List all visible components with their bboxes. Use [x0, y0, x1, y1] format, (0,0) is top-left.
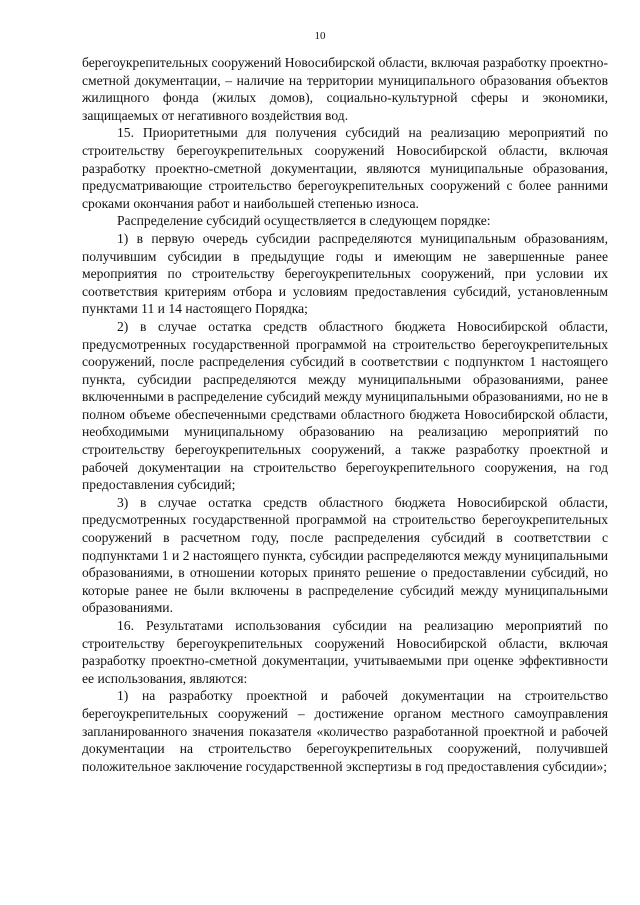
- paragraph-subitem-3: 3) в случае остатка средств областного бюджета Новосибирской области, предусмотренных государственной программой на строительство берегоукрепительных сооружений в расчетном году, после распределения субсидий в соответствии с подпунктами 1 и 2 настоящего пункта, субсидии распределяются между муниципальными образованиями, в отношении которых принято решение о предоставлении субсидий, но которые ранее не были включены в распределение субсидий между муниципальными образованиями.: [82, 494, 608, 616]
- paragraph-continuation: берегоукрепительных сооружений Новосибирской области, включая разработку проектно-сметной документации, – наличие на территории муниципального образования объектов жилищного фонда (жилых домов), социально-культурной сферы и экономики, защищаемых от негативного воздействия вод.: [82, 55, 608, 123]
- paragraph-subitem-1: 1) в первую очередь субсидии распределяются муниципальным образованиям, получившим субсидии в предыдущие годы и имеющим не завершенные ранее мероприятия по строительству берегоукрепительных сооружений, при условии их соответствия критериям отбора и условиям предоставления субсидий, установленным пунктами 11 и 14 настоящего Порядка;: [82, 230, 608, 317]
- paragraph-distribution-order: Распределение субсидий осуществляется в следующем порядке:: [117, 213, 491, 229]
- paragraph-subitem-2: 2) в случае остатка средств областного бюджета Новосибирской области, предусмотренных государственной программой на строительство берегоукрепительных сооружений, после распределения субсидий в соответствии с подпунктом 1 настоящего пункта, субсидии распределяются между муниципальными образованиями, ранее включенными в распределение субсидий между муниципальными образованиями, но не в полном объеме обеспеченными средствами областного бюджета Новосибирской области, необходимыми муниципальному образованию на реализацию мероприятий по строительству берегоукрепительных сооружений, а также разработку проектной и рабочей документации на строительство берегоукрепительного сооружения, на год предоставления субсидий;: [82, 318, 608, 493]
- paragraph-item-15: 15. Приоритетными для получения субсидий на реализацию мероприятий по строительству берегоукрепительных сооружений Новосибирской области, включая разработку проектно-сметной документации, являются муниципальные образования, предусматривающие строительство берегоукрепительных сооружений с более ранними сроками окончания работ и наибольшей степенью износа.: [82, 125, 608, 211]
- paragraph-item-16: 16. Результатами использования субсидии на реализацию мероприятий по строительству берегоукрепительных сооружений Новосибирской области, включая разработку проектно-сметной документации, учитываемыми при оценке эффективности ее использования, являются:: [82, 618, 608, 686]
- page-number: 10: [314, 30, 326, 42]
- document-body: [82, 54, 608, 775]
- paragraph-item-16-subitem-1: 1) на разработку проектной и рабочей документации на строительство берегоукрепительных сооружений – достижение органом местного самоуправления запланированного значения показателя «количество разработанной проектной и рабочей документации на строительство берегоукрепительных сооружений, получившей положительное заключение государственной экспертизы в год предоставления субсидии»;: [82, 688, 608, 774]
